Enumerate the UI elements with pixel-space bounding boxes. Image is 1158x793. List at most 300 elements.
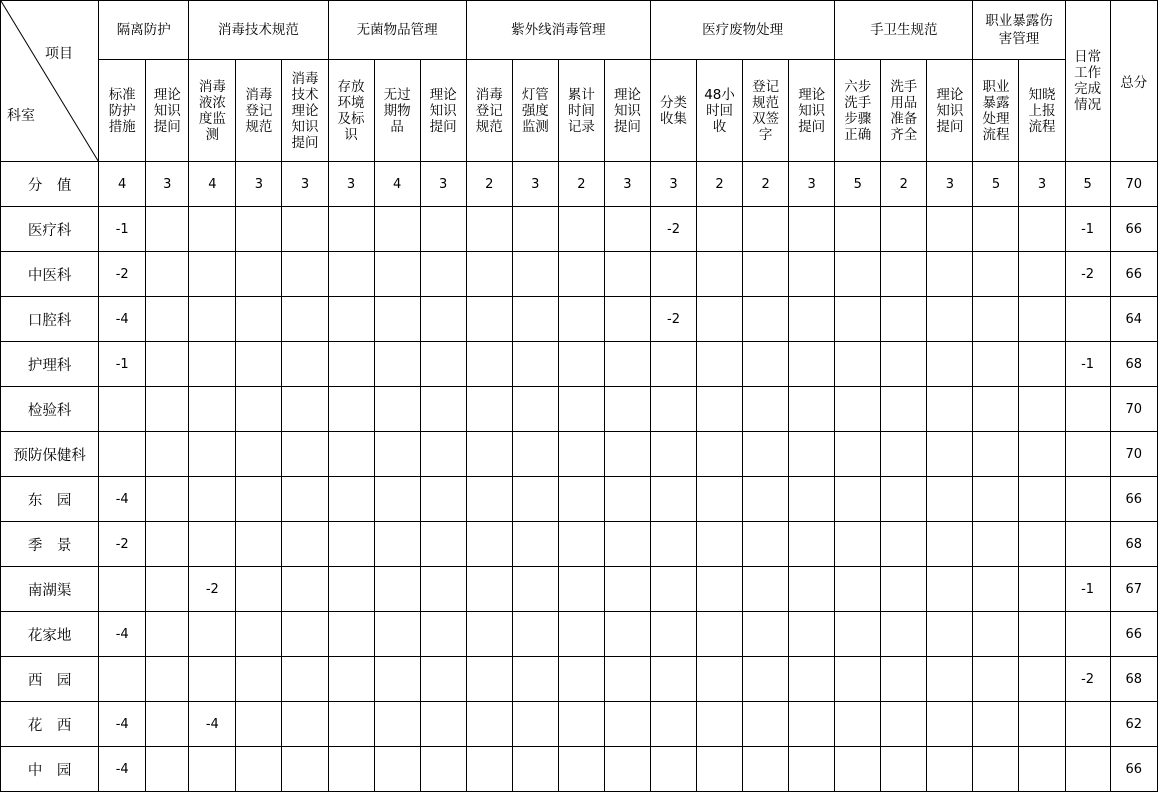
table-row [1,657,1158,702]
department-name: 检验科 [1,387,99,432]
deduction-cell [236,612,282,657]
deduction-cell [282,477,328,522]
deduction-cell [973,522,1019,567]
department-name: 口腔科 [1,297,99,342]
deduction-cell: -2 [650,297,696,342]
deduction-cell [558,657,604,702]
score-cell: 3 [512,162,558,207]
sub-item-label-line: 时间 [567,102,595,119]
deduction-cell: -1 [1065,567,1110,612]
deduction-cell [282,387,328,432]
group-header [189,1,328,60]
sub-item-label [890,79,917,143]
sub-item-label [936,87,963,135]
deduction-cell [927,657,973,702]
sub-item-label-line: 时回 [706,102,734,119]
deduction-cell [835,567,881,612]
deduction-cell [1065,297,1110,342]
sub-item-label-line: 知识 [153,102,181,119]
deduction-cell [973,387,1019,432]
total-score-cell: 66 [1110,477,1157,522]
sub-item-label-line: 知识 [798,102,826,119]
deduction-cell [697,297,743,342]
deduction-cell [282,297,328,342]
group-header [973,1,1065,60]
deduction-cell [604,342,650,387]
deduction-cell [558,207,604,252]
deduction-cell [1065,702,1110,747]
deduction-cell [558,297,604,342]
deduction-cell [282,567,328,612]
score-row-label: 分 值 [1,162,99,207]
deduction-cell [558,342,604,387]
score-cell: 2 [558,162,604,207]
deduction-cell [466,432,512,477]
deduction-cell [789,207,835,252]
sub-item-header [146,60,189,162]
score-row [1,162,1158,207]
deduction-cell [973,747,1019,792]
deduction-cell [789,612,835,657]
deduction-cell [927,252,973,297]
deduction-cell [881,522,927,567]
deduction-cell [927,207,973,252]
sub-item-header [789,60,835,162]
total-score-cell: 67 [1110,567,1157,612]
group-header [328,1,466,60]
table-row [1,747,1158,792]
sub-item-label-line: 知晓 [1028,86,1056,103]
deduction-cell [512,522,558,567]
deduction-cell [558,477,604,522]
table-row [1,432,1158,477]
deduction-cell [881,567,927,612]
deduction-cell [881,387,927,432]
deduction-cell [512,657,558,702]
deduction-cell [881,612,927,657]
deduction-cell [697,702,743,747]
deduction-cell [374,522,420,567]
daily-work-header [1065,1,1110,162]
sub-item-label-line: 无过 [383,86,411,103]
deduction-cell [789,387,835,432]
sub-item-label-line: 暴露 [982,94,1010,111]
deduction-cell [743,252,789,297]
score-cell: 2 [466,162,512,207]
total-score-cell: 70 [1110,432,1157,477]
deduction-cell [881,207,927,252]
deduction-cell [743,432,789,477]
score-cell: 2 [743,162,789,207]
deduction-cell [1065,747,1110,792]
deduction-cell [604,612,650,657]
deduction-cell [282,207,328,252]
deduction-cell: -1 [99,342,146,387]
score-cell: 2 [881,162,927,207]
sub-item-label-line: 液浓 [198,94,226,111]
group-label: 医疗废物处理 [702,22,784,38]
corner-cell [1,1,99,162]
deduction-cell [973,252,1019,297]
sub-item-label-line: 六步 [844,78,872,95]
table-row [1,387,1158,432]
sub-item-label-line: 洗手 [890,78,918,95]
score-cell: 3 [282,162,328,207]
deduction-cell [328,657,374,702]
sub-item-label-line: 步骤 [844,110,872,127]
department-name: 医疗科 [1,207,99,252]
total-label: 总分 [1120,75,1148,91]
deduction-cell [697,387,743,432]
deduction-cell [99,567,146,612]
score-cell: 5 [835,162,881,207]
deduction-cell [650,567,696,612]
deduction-cell [189,297,236,342]
sub-item-header [236,60,282,162]
deduction-cell [328,612,374,657]
deduction-cell [604,387,650,432]
deduction-cell [374,207,420,252]
deduction-cell [650,522,696,567]
deduction-cell [927,747,973,792]
score-cell: 3 [650,162,696,207]
sub-item-label [614,87,641,135]
total-score-cell: 66 [1110,747,1157,792]
deduction-cell [236,522,282,567]
deduction-cell [189,612,236,657]
group-header-row [1,1,1158,60]
deduction-cell [420,612,466,657]
sub-item-label [568,87,595,135]
deduction-cell [1065,387,1110,432]
sub-item-label-line: 测 [205,126,220,143]
score-cell: 4 [189,162,236,207]
score-cell: 3 [789,162,835,207]
deduction-cell [743,702,789,747]
deduction-cell [236,747,282,792]
sub-item-label-line: 措施 [108,118,136,135]
sub-item-label-line: 提问 [798,118,826,135]
deduction-cell [973,297,1019,342]
deduction-cell [328,477,374,522]
deduction-cell [881,657,927,702]
deduction-cell [558,252,604,297]
deduction-cell [604,477,650,522]
group-label: 消毒技术规范 [217,22,299,38]
sub-item-label-line: 期物 [383,102,411,119]
deduction-cell [881,477,927,522]
deduction-cell [236,207,282,252]
sub-item-label-line: 流程 [1028,118,1056,135]
score-cell: 4 [99,162,146,207]
deduction-cell [146,297,189,342]
deduction-cell: -1 [1065,342,1110,387]
deduction-cell [374,297,420,342]
deduction-cell [697,612,743,657]
deduction-cell [743,342,789,387]
score-cell: 2 [697,162,743,207]
deduction-cell [697,477,743,522]
deduction-cell [604,567,650,612]
deduction-cell [466,567,512,612]
sub-item-header [512,60,558,162]
deduction-cell [881,342,927,387]
deduction-cell [146,747,189,792]
sub-item-label [154,87,181,135]
sub-item-label-line: 知识 [429,102,457,119]
deduction-cell [420,702,466,747]
deduction-cell [99,432,146,477]
deduction-cell [743,477,789,522]
deduction-cell [466,612,512,657]
sub-item-label-line: 理论 [291,102,319,119]
total-score-cell: 62 [1110,702,1157,747]
sub-item-label-line: 知识 [613,102,641,119]
sub-item-label [1029,87,1056,135]
deduction-cell [1065,432,1110,477]
deduction-cell [650,702,696,747]
sub-item-label-line: 监测 [521,118,549,135]
deduction-cell [789,297,835,342]
sub-item-label-line: 提问 [291,134,319,151]
score-cell: 3 [927,162,973,207]
sub-item-label [245,87,272,135]
sub-item-label [199,79,226,143]
score-cell: 3 [604,162,650,207]
deduction-cell [604,702,650,747]
group-label: 无菌物品管理 [356,22,438,38]
score-cell: 3 [146,162,189,207]
sub-item-label-line: 理论 [429,86,457,103]
sub-item-label [844,79,871,143]
deduction-cell [927,522,973,567]
deduction-cell [789,342,835,387]
sub-item-header [558,60,604,162]
deduction-cell [420,252,466,297]
deduction-cell [927,477,973,522]
deduction-cell [420,567,466,612]
table-row [1,612,1158,657]
group-label: 职业暴露伤害管理 [985,13,1053,47]
table-row [1,207,1158,252]
deduction-cell [420,747,466,792]
deduction-cell [466,477,512,522]
sub-item-label [660,95,687,127]
sub-item-header [697,60,743,162]
deduction-cell [189,432,236,477]
deduction-cell [1019,522,1065,567]
sub-item-header [99,60,146,162]
total-score-cell: 64 [1110,297,1157,342]
score-cell: 5 [1065,162,1110,207]
deduction-cell [374,342,420,387]
deduction-cell [835,702,881,747]
deduction-cell [558,522,604,567]
deduction-cell [512,702,558,747]
deduction-cell [466,342,512,387]
sub-item-label [338,79,365,143]
sub-item-label-line: 分类 [660,94,687,111]
table-row [1,522,1158,567]
deduction-cell [604,522,650,567]
deduction-cell [146,702,189,747]
deduction-cell [743,657,789,702]
deduction-cell [881,252,927,297]
sub-item-label-line: 消毒 [291,70,319,87]
deduction-cell [236,252,282,297]
deduction-cell [512,207,558,252]
score-cell: 3 [420,162,466,207]
table-row [1,702,1158,747]
deduction-cell [236,432,282,477]
sub-item-header [328,60,374,162]
deduction-cell [743,522,789,567]
total-score-cell: 66 [1110,612,1157,657]
deduction-cell: -1 [99,207,146,252]
deduction-cell [604,297,650,342]
sub-item-label-line: 提问 [613,118,641,135]
sub-item-label [982,79,1009,143]
deduction-cell [146,657,189,702]
deduction-cell [420,387,466,432]
deduction-cell [420,522,466,567]
sub-item-label-line: 流程 [982,126,1010,143]
sub-item-header [466,60,512,162]
deduction-cell [99,657,146,702]
deduction-cell [374,252,420,297]
deduction-cell [328,387,374,432]
sub-item-label-line: 齐全 [890,126,918,143]
department-name: 花家地 [1,612,99,657]
group-label: 隔离防护 [116,22,171,38]
score-cell: 5 [973,162,1019,207]
sub-item-label [522,87,549,135]
deduction-cell [835,522,881,567]
sub-item-label-line: 规范 [752,94,780,111]
deduction-cell [650,252,696,297]
deduction-cell [697,567,743,612]
table-row [1,567,1158,612]
deduction-cell: -4 [189,702,236,747]
deduction-cell [697,747,743,792]
deduction-cell [146,522,189,567]
deduction-cell [1019,657,1065,702]
deduction-cell [146,567,189,612]
deduction-cell [420,297,466,342]
deduction-cell [650,342,696,387]
deduction-cell [420,207,466,252]
sub-item-label [384,87,411,135]
deduction-cell [881,297,927,342]
deduction-cell [558,387,604,432]
deduction-cell [697,432,743,477]
table-row [1,252,1158,297]
score-cell: 3 [328,162,374,207]
deduction-cell [743,297,789,342]
sub-item-label-line: 提问 [936,118,964,135]
sub-item-label-line: 规范 [475,118,503,135]
deduction-cell [1065,612,1110,657]
deduction-cell: -4 [99,612,146,657]
deduction-cell: -2 [1065,252,1110,297]
table-row [1,477,1158,522]
deduction-cell [1019,252,1065,297]
deduction-cell [1019,747,1065,792]
deduction-cell [189,522,236,567]
department-name: 预防保健科 [1,432,99,477]
sub-item-label-line: 正确 [844,126,872,143]
deduction-cell [236,657,282,702]
deduction-cell [697,657,743,702]
department-name: 西 园 [1,657,99,702]
sub-item-label-line: 提问 [429,118,457,135]
deduction-cell [973,342,1019,387]
deduction-cell: -2 [1065,657,1110,702]
deduction-cell [789,657,835,702]
deduction-cell [282,342,328,387]
deduction-cell [973,612,1019,657]
deduction-cell [328,432,374,477]
sub-item-label-line: 双签 [752,110,780,127]
sub-item-label-line: 环境 [337,94,365,111]
deduction-cell [466,702,512,747]
deduction-cell [146,612,189,657]
sub-item-label-line: 理论 [936,86,964,103]
sub-item-label-line: 知识 [291,118,319,135]
deduction-cell [1019,342,1065,387]
deduction-cell [99,387,146,432]
deduction-cell [374,612,420,657]
deduction-cell [650,747,696,792]
sub-item-label-line: 登记 [245,102,273,119]
deduction-cell [697,252,743,297]
deduction-cell [835,252,881,297]
group-header [99,1,189,60]
sub-item-label-line: 技术 [291,86,319,103]
deduction-cell [881,702,927,747]
deduction-cell: -1 [1065,207,1110,252]
deduction-cell [512,297,558,342]
deduction-cell [466,252,512,297]
deduction-cell [189,207,236,252]
table-row [1,342,1158,387]
deduction-cell [743,207,789,252]
deduction-cell [328,702,374,747]
deduction-cell [146,477,189,522]
deduction-cell [328,567,374,612]
deduction-cell: -4 [99,702,146,747]
deduction-cell [146,387,189,432]
deduction-cell [1019,477,1065,522]
deduction-cell [650,657,696,702]
deduction-cell [789,522,835,567]
deduction-cell [420,432,466,477]
deduction-cell [927,387,973,432]
deduction-cell [512,252,558,297]
daily-work-label: 日常工作完成情况 [1074,49,1102,113]
deduction-cell [146,432,189,477]
sub-item-header [374,60,420,162]
deduction-cell [789,252,835,297]
deduction-cell [697,207,743,252]
deduction-cell [789,477,835,522]
deduction-cell: -2 [650,207,696,252]
total-score-cell: 66 [1110,252,1157,297]
sub-item-header [604,60,650,162]
deduction-cell [374,387,420,432]
deduction-cell [789,432,835,477]
deduction-cell [835,342,881,387]
